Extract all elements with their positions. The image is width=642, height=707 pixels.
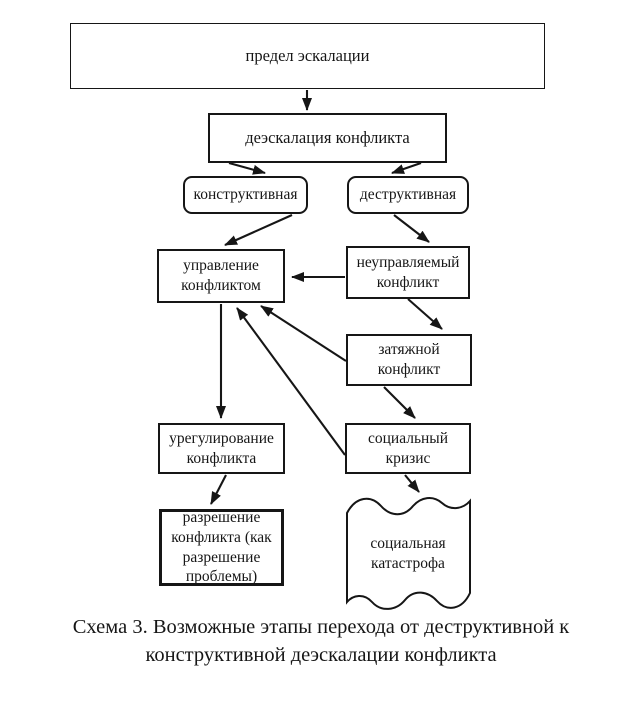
arrow-deescalation-to-destructive bbox=[392, 163, 421, 173]
arrow-unmanaged-to-protracted bbox=[408, 299, 442, 329]
node-social-catastrophe-label: социальная катастрофа bbox=[370, 535, 446, 572]
node-social-crisis bbox=[345, 423, 471, 474]
node-escalation-limit-label: предел эскалации bbox=[245, 46, 370, 66]
arrow-protracted-to-crisis bbox=[384, 387, 415, 418]
node-unmanaged-conflict-label: неуправляемый конфликт bbox=[356, 253, 460, 291]
arrow-constructive-to-management bbox=[225, 215, 292, 245]
arrow-deescalation-to-constructive bbox=[229, 163, 265, 173]
node-constructive bbox=[183, 176, 308, 214]
arrow-settlement-to-resolution bbox=[211, 475, 226, 504]
node-constructive-label: конструктивная bbox=[193, 186, 298, 204]
node-conflict-management bbox=[157, 249, 285, 303]
arrow-destructive-to-unmanaged bbox=[394, 215, 429, 242]
node-conflict-settlement bbox=[158, 423, 285, 474]
diagram-caption-text: Схема 3. Возможные этапы перехода от деструктивной к конструктивной деэскалации конфликта bbox=[72, 616, 570, 666]
node-protracted-conflict bbox=[346, 334, 472, 386]
arrow-protracted-to-management bbox=[261, 306, 346, 361]
arrow-crisis-to-catastrophe bbox=[405, 475, 419, 492]
node-conflict-settlement-label: урегулирование конфликта bbox=[169, 429, 274, 467]
node-destructive bbox=[347, 176, 469, 214]
node-social-crisis-label: социальный кризис bbox=[367, 429, 449, 467]
node-unmanaged-conflict bbox=[346, 246, 470, 299]
node-escalation-limit bbox=[70, 23, 545, 89]
node-deescalation-label: деэскалация конфликта bbox=[245, 128, 410, 148]
node-destructive-label: деструктивная bbox=[359, 186, 457, 204]
node-protracted-conflict-label: затяжной конфликт bbox=[377, 341, 441, 378]
node-conflict-management-label: управление конфликтом bbox=[181, 257, 261, 294]
diagram-caption bbox=[0, 614, 642, 669]
node-social-catastrophe bbox=[352, 518, 464, 590]
node-conflict-resolution-label: разрешение конфликта (как разрешение проблемы) bbox=[171, 508, 272, 586]
node-conflict-resolution bbox=[159, 509, 284, 586]
node-deescalation bbox=[208, 113, 447, 163]
